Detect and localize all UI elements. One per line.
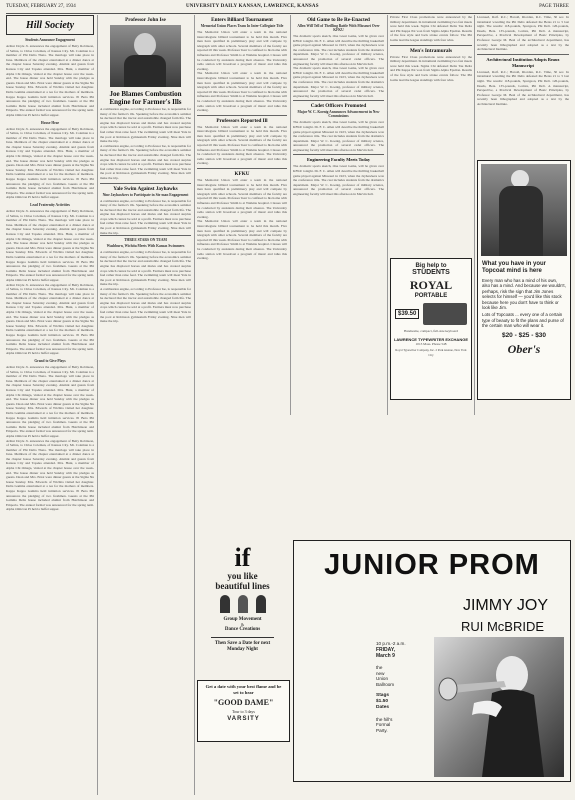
ad-line: Get a date with your best flame and be set to hear bbox=[205, 684, 282, 695]
prom-venue: the bbox=[376, 665, 383, 670]
society-text: Arthur Doyle Jr. announces the engagement of Betty Robinson, of Salina, to Chloe Coleman, of Kansas City. Mr. Coleman is a member of Phi Delta Theta. The marriage will take place in June. Members of the chapter entertained at a dinner dance at the chapter house Saturday evening. Alumni and guests from Kansas City and Topeka attended. Mrs. Hunt, a member of Alpha Chi Omega, visited at the chapter house over the week-end. The house dinner was held Sunday with the pledges as guests. Dean and Mrs. Ernst were dinner guests at the Sigma Nu house Sunday. Mrs. Edwards of Wichita visited her daughter. Delta Gamma entertained at a tea for the mothers of members. Kappa Kappa Gamma held initiation services. Pi Beta Phi announces the pledging of two freshmen. Guests at the Phi Gamma Delta house included alumni from Hutchinson and Emporia. The annual formal was announced for the spring term. Alpha Omicron Pi held a buffet supper. bbox=[6, 44, 94, 117]
section-heading: Students Announce Engagement bbox=[25, 38, 75, 42]
prom-title: JUNIOR PROM bbox=[324, 549, 540, 581]
price-tag: $39.50 bbox=[395, 309, 419, 319]
article-text: The dramatic sports sketch, One Great Game, will be given over KFKU tonight. Dr. F. C. Allen will describe the thrilling basketball game played against Missouri in 1923, when the Jayhawkers won the conference title. The cast includes students from the dramatics department. Major W. C. Koenig, professor of military science, announced the promotion of several cadet officers. The engineering faculty will meet this afternoon in Marvin hall. bbox=[293, 34, 384, 66]
article-subhead: Memorial Union Places Team In Inter-Collegiate Title bbox=[200, 24, 284, 28]
header-paper-name: UNIVERSITY DAILY KANSAN, LAWRENCE, KANSAS bbox=[186, 4, 319, 9]
society-text: Arthur Doyle Jr. announces the engagement of Betty Robinson, of Salina, to Chloe Coleman, of Kansas City. Mr. Coleman is a member of Phi Delta Theta. The marriage will take place in June. Members of the chapter entertained at a dinner dance at the chapter house Saturday evening. Alumni and guests from Kansas City and Topeka attended. Mrs. Hunt, a member of Alpha Chi Omega, visited at the chapter house over the week-end. The house dinner was held Sunday with the pledges as guests. Dean and Mrs. Ernst were dinner guests at the Sigma Nu house Sunday. Mrs. Edwards of Wichita visited her daughter. Delta Gamma entertained at a tea for the mothers of members. Kappa Kappa Gamma held initiation services. Pi Beta Phi announces the pledging of two freshmen. Guests at the Phi Gamma Delta house included alumni from Hutchinson and Emporia. The annual formal was announced for the spring term. Alpha Omicron Pi held a buffet supper. bbox=[6, 282, 94, 356]
ad-line: beautiful lines bbox=[215, 581, 270, 591]
article-headline: Yale Swim Against Jayhawks bbox=[100, 183, 191, 192]
article-headline: Enters Billiard Tournament bbox=[211, 17, 273, 23]
article-text: The Memorial Union will enter a team in the national intercollegiate billiard tournament to be held this month. Five men have qualified in preliminary play and will compete by telegraph with other schools. Several members of the faculty are reported ill this week. Professor Kerr is confined to his home with influenza and Professor Smith is at Watkins hospital. Classes will be conducted by assistants during their absence. The University radio station will broadcast a program of music and talks this evening. bbox=[197, 219, 287, 261]
article-text: A combustion engine, according to Professor Ise, is responsible for many of the farmer's ills. Speaking before the economics seminar he declared that the tractor and automobile changed farm life. The engine has displaced horses and mules and has created surplus crops which cannot be sold at a profit. Farmers must now purchase fuel rather than raise feed. The swimming team will meet Yale in the pool at Robinson gymnasium Friday evening. Nine men will make the trip. bbox=[100, 198, 191, 235]
column-rule bbox=[387, 15, 388, 415]
article-subhead: Major W. C. Koenig Announces Advancement in New Commissions bbox=[297, 110, 380, 119]
architecture-column bbox=[477, 15, 569, 155]
article-headline: Cadet Officers Promoted bbox=[293, 100, 384, 109]
column-rule bbox=[97, 15, 98, 795]
store-logo: Ober's bbox=[507, 341, 541, 356]
dance-ad: if you like beautiful lines Group Movement & Dance Creations Then Save a Date for next Monday Night bbox=[197, 545, 288, 677]
ad-line: STUDENTS bbox=[412, 269, 450, 276]
article-headline: Architectural Institution Adopts Beaux Manuscript bbox=[477, 54, 569, 69]
ad-big-word: if bbox=[234, 545, 251, 572]
society-text: Arthur Doyle Jr. announces the engagement of Betty Robinson, of Salina, to Chloe Coleman, of Kansas City. Mr. Coleman is a member of Phi Delta Theta. The marriage will take place in June. Members of the chapter entertained at a dinner dance at the chapter house Saturday evening. Alumni and guests from Kansas City and Topeka attended. Mrs. Hunt, a member of Alpha Chi Omega, visited at the chapter house over the week-end. The house dinner was held Sunday with the pledges as guests. Dean and Mrs. Ernst were dinner guests at the Sigma Nu house Sunday. Mrs. Edwards of Wichita visited her daughter. Delta Gamma entertained at a tea for the mothers of members. Kappa Kappa Gamma held initiation services. Pi Beta Phi announces the pledging of two freshmen. Guests at the Phi Gamma Delta house included alumni from Hutchinson and Emporia. The annual formal was announced for the spring term. Alpha Omicron Pi held a buffet supper. bbox=[6, 365, 94, 438]
prom-tagline: Formal bbox=[376, 722, 391, 728]
section-heading: Grand to Give Plays bbox=[34, 359, 66, 363]
society-text: Arthur Doyle Jr. announces the engagement of Betty Robinson, of Salina, to Chloe Coleman, of Kansas City. Mr. Coleman is a member of Phi Delta Theta. The marriage will take place in June. Members of the chapter entertained at a dinner dance at the chapter house Saturday evening. Alumni and guests from Kansas City and Topeka attended. Mrs. Hunt, a member of Alpha Chi Omega, visited at the chapter house over the week-end. The house dinner was held Sunday with the pledges as guests. Dean and Mrs. Ernst were dinner guests at the Sigma Nu house Sunday. Mrs. Edwards of Wichita visited her daughter. Delta Gamma entertained at a tea for the mothers of members. Kappa Kappa Gamma held initiation services. Pi Beta Phi announces the pledging of two freshmen. Guests at the Phi Gamma Delta house included alumni from Hutchinson and Emporia. The annual formal was announced for the spring term. Alpha Omicron Pi held a buffet supper. bbox=[6, 126, 94, 200]
article-headline: Joe Blames Combustion Engine for Farmer's Ills bbox=[109, 90, 182, 106]
ad-footer: Royal Typewriter Company, Inc. 2 Park Avenue, New York City bbox=[395, 348, 467, 357]
movie-title: "GOOD DAME" bbox=[213, 698, 274, 708]
article-text: The Memorial Union will enter a team in the national intercollegiate billiard tournament to be held this month. Five men have qualified in preliminary play and will compete by telegraph with other schools. Several members of the faculty are reported ill this week. Professor Kerr is confined to his home with influenza and Professor Smith is at Watkins hospital. Classes will be conducted by assistants during their absence. The University radio station will broadcast a program of music and talks this evening. bbox=[197, 124, 287, 166]
header-date: TUESDAY, FEBRUARY 27, 1934 bbox=[6, 4, 76, 9]
ad-line: you like bbox=[227, 571, 258, 581]
section-heading: Lead Fraternity Activities bbox=[30, 203, 70, 207]
article-text: Private First Class promotions were announced by the military department. In intramural swimming two fast meets were held this week. Sigma Chi defeated Delta Tau Delta and Phi Kappa Psi won from Sigma Alpha Epsilon. Results of the free style and back stroke events follow. The Phi Gams lead the league standings with four wins. bbox=[390, 15, 472, 42]
price-range: $20 - $25 - $30 bbox=[501, 331, 547, 339]
article-text: A combustion engine, according to Professor Ise, is responsible for many of the farmer's ills. Speaking before the economics seminar he declared that the tractor and automobile changed farm life. The engine has displaced horses and mules and has created surplus crops which cannot be sold at a profit. Farmers must now purchase fuel rather than raise feed. The swimming team will meet Yale in the pool at Robinson gymnasium Friday evening. Nine men will make the trip. bbox=[100, 107, 191, 144]
prom-venue: Union bbox=[376, 676, 389, 682]
article-subhead: THREE STARS ON TEAM bbox=[100, 235, 191, 242]
ad-shop-name: LAWRENCE TYPEWRITER EXCHANGE bbox=[393, 336, 468, 342]
game-column bbox=[293, 15, 384, 415]
good-dame-ad bbox=[197, 680, 290, 742]
article-subhead: Allen Will Tell of Thrilling Battle With Missouri Over KFKU bbox=[297, 24, 380, 32]
article-text: Licensed, Ralf. R.C.; Harold, Riordan, R.C. Time, 30 sec. In intramural wrestling the Phi Delts defeated the Betas 21 to 5 last night. The results: 118-pounds, Spurgeon, Phi Delt. 126-pounds, Deeds, Beta. 135-pounds, Lomax, Phi Delt. A manuscript, Perspective, a Practical Development of Basic Principles, by Professor George M. Beal of the architectural department, has recently been lithographed and adopted as a text by the Architectural Institute. bbox=[477, 15, 569, 52]
column-rule bbox=[290, 15, 291, 415]
article-text: The dramatic sports sketch, One Great Game, will be given over KFKU tonight. Dr. F. C. Allen will describe the thrilling basketball game played against Missouri in 1923, when the Jayhawkers won the conference title. The cast includes students from the dramatics department. Major W. C. Koenig, professor of military science, announced the promotion of several cadet officers. The engineering faculty will meet this afternoon in Marvin hall. bbox=[293, 164, 384, 197]
billiard-column bbox=[197, 15, 287, 415]
prom-stag-label: Stags bbox=[376, 693, 390, 699]
junior-prom-ad bbox=[293, 540, 571, 782]
ad-line: Then Save a Date for next Monday Night bbox=[211, 637, 274, 653]
prom-tagline: the hill's bbox=[376, 716, 393, 722]
article-text: The Memorial Union will enter a team in the national intercollegiate billiard tournament to be held this month. Five men have qualified in preliminary play and will compete by telegraph with other schools. Several members of the faculty are reported ill this week. Professor Kerr is confined to his home with influenza and Professor Smith is at Watkins hospital. Classes will be conducted by assistants during their absence. The University radio station will broadcast a program of music and talks this evening. bbox=[197, 71, 287, 113]
prom-venue: new bbox=[376, 670, 385, 676]
ad-shop-address: 1013 Mass. Phone 548 bbox=[415, 341, 447, 346]
prom-tagline: Party. bbox=[376, 727, 388, 733]
prom-day: FRIDAY, bbox=[376, 647, 395, 653]
ad-line: Group Movement bbox=[223, 617, 262, 622]
band-leader: JIMMY JOY bbox=[462, 597, 548, 614]
professor-portrait-photo bbox=[110, 25, 181, 87]
column-rule bbox=[474, 15, 475, 415]
page-header bbox=[6, 3, 569, 14]
ise-column bbox=[100, 15, 191, 795]
ad-text: Lots of Topcoats ... every one of a certain type of beauty to fit the plans and purse of the certain man who will wear it. bbox=[482, 312, 564, 329]
intramurals-column bbox=[390, 15, 472, 125]
hill-society-column bbox=[6, 15, 94, 795]
article-text: The dramatic sports sketch, One Great Game, will be given over KFKU tonight. Dr. F. C. Allen will describe the thrilling basketball game played against Missouri in 1923, when the Jayhawkers won the conference title. The cast includes students from the dramatics department. Major W. C. Koenig, professor of military science, announced the promotion of several cadet officers. The engineering faculty will meet this afternoon in Marvin hall. bbox=[293, 66, 384, 98]
prom-price: $1.50 bbox=[376, 699, 389, 705]
ad-text: Every man who has a mind of his own, also has a mind. And because we wouldn't, perhaps, risk the sign that Jim Jones selects for himself — you'd like this stock because here you don't have to think or look like Jim. bbox=[482, 278, 566, 311]
article-text: Private First Class promotions were announced by the military department. In intramural swimming two fast meets were held this week. Sigma Chi defeated Delta Tau Delta and Phi Kappa Psi won from Sigma Alpha Epsilon. Results of the free style and back stroke events follow. The Phi Gams lead the league standings with four wins. bbox=[390, 54, 472, 82]
ad-line: Big help to bbox=[415, 263, 447, 269]
ad-headline: What you have in your Topcoat mind is here bbox=[482, 261, 547, 274]
photo-caption: Professor John Ise bbox=[125, 17, 166, 23]
article-headline: Professors Reported Ill bbox=[197, 115, 287, 124]
society-text: Arthur Doyle Jr. announces the engagement of Betty Robinson, of Salina, to Chloe Coleman, of Kansas City. Mr. Coleman is a member of Phi Delta Theta. The marriage will take place in June. Members of the chapter entertained at a dinner dance at the chapter house Saturday evening. Alumni and guests from Kansas City and Topeka attended. Mrs. Hunt, a member of Alpha Chi Omega, visited at the chapter house over the week-end. The house dinner was held Sunday with the pledges as guests. Dean and Mrs. Ernst were dinner guests at the Sigma Nu house Sunday. Mrs. Edwards of Wichita visited her daughter. Delta Gamma entertained at a tea for the mothers of members. Kappa Kappa Gamma held initiation services. Pi Beta Phi announces the pledging of two freshmen. Guests at the Phi Gamma Delta house included alumni from Hutchinson and Emporia. The annual formal was announced for the spring term. Alpha Omicron Pi held a buffet supper. bbox=[6, 438, 94, 512]
article-headline: Men's Intramurals bbox=[390, 45, 472, 54]
article-text: Licensed, Ralf. R.C.; Harold, Riordan, R.C. Time, 30 sec. In intramural wrestling the Phi Delts defeated the Betas 21 to 5 last night. The results: 118-pounds, Spurgeon, Phi Delt. 126-pounds, Deeds, Beta. 135-pounds, Lomax, Phi Delt. A manuscript, Perspective, a Practical Development of Basic Principles, by Professor George M. Beal of the architectural department, has recently been lithographed and adopted as a text by the Architectural Institute. bbox=[477, 69, 569, 106]
section-heading: House Hear bbox=[40, 120, 60, 125]
article-headline: Old Game to Be Re-Enacted bbox=[307, 17, 370, 23]
royal-brand: ROYAL bbox=[409, 278, 453, 292]
article-text: A combustion engine, according to Professor Ise, is responsible for many of the farmer's ills. Speaking before the economics seminar he declared that the tractor and automobile changed farm life. The engine has displaced horses and mules and has created surplus crops which cannot be sold at a profit. Farmers must now purchase fuel rather than raise feed. The swimming team will meet Yale in the pool at Robinson gymnasium Friday evening. Nine men will make the trip. bbox=[100, 287, 191, 324]
dancer-illustration bbox=[197, 595, 288, 613]
ad-line: Tour to 3 days bbox=[232, 709, 255, 715]
prom-details bbox=[376, 641, 422, 734]
typewriter-icon bbox=[423, 303, 467, 325]
royal-typewriter-ad bbox=[390, 258, 472, 400]
article-subhead: Washburn, Wichita Meets With Kansas Swimmers bbox=[106, 244, 185, 249]
article-text: The Memorial Union will enter a team in the national intercollegiate billiard tournament to be held this month. Five men have qualified in preliminary play and will compete by telegraph with other schools. Several members of the faculty are reported ill this week. Professor Kerr is confined to his home with influenza and Professor Smith is at Watkins hospital. Classes will be conducted by assistants during their absence. The University radio station will broadcast a program of music and talks this evening. bbox=[197, 178, 287, 219]
topcoat-illustration bbox=[481, 164, 567, 256]
theater-name: VARSITY bbox=[227, 716, 260, 723]
article-subhead: Nine Jayhawkers to Participate in Six-man Engagement bbox=[102, 192, 189, 197]
hill-society-title: Hill Society bbox=[6, 15, 94, 35]
ad-line: Dance Creations bbox=[224, 627, 261, 632]
society-text: Arthur Doyle Jr. announces the engagement of Betty Robinson, of Salina, to Chloe Coleman, of Kansas City. Mr. Coleman is a member of Phi Delta Theta. The marriage will take place in June. Members of the chapter entertained at a dinner dance at the chapter house Saturday evening. Alumni and guests from Kansas City and Topeka attended. Mrs. Hunt, a member of Alpha Chi Omega, visited at the chapter house over the week-end. The house dinner was held Sunday with the pledges as guests. Dean and Mrs. Ernst were dinner guests at the Sigma Nu house Sunday. Mrs. Edwards of Wichita visited her daughter. Delta Gamma entertained at a tea for the mothers of members. Kappa Kappa Gamma held initiation services. Pi Beta Phi announces the pledging of two freshmen. Guests at the Phi Gamma Delta house included alumni from Hutchinson and Emporia. The annual formal was announced for the spring term. Alpha Omicron Pi held a buffet supper. bbox=[6, 209, 94, 282]
featured-singer: RUI McBRIDE bbox=[460, 619, 544, 634]
ad-line: PORTABLE bbox=[414, 293, 448, 299]
prom-dates-label: Dates bbox=[376, 704, 390, 710]
article-text: A combustion engine, according to Professor Ise, is responsible for many of the farmer's ills. Speaking before the economics seminar he declared that the tractor and automobile changed farm life. The engine has displaced horses and mules and has created surplus crops which cannot be sold at a profit. Farmers must now purchase fuel rather than raise feed. The swimming team will meet Yale in the pool at Robinson gymnasium Friday evening. Nine men will make the trip. bbox=[100, 143, 191, 180]
prom-time: 10 p.m.-2 a.m. bbox=[376, 641, 406, 646]
trumpet-player-illustration bbox=[434, 637, 564, 777]
article-text: A combustion engine, according to Professor Ise, is responsible for many of the farmer's ills. Speaking before the economics seminar he declared that the tractor and automobile changed farm life. The engine has displaced horses and mules and has created surplus crops which cannot be sold at a profit. Farmers must now purchase fuel rather than raise feed. The swimming team will meet Yale in the pool at Robinson gymnasium Friday evening. Nine men will make the trip. bbox=[100, 250, 191, 287]
ad-text: Handsome, compact, full-size keyboard bbox=[404, 329, 458, 333]
column-rule bbox=[194, 15, 195, 795]
topcoat-ad bbox=[477, 160, 571, 400]
article-headline: Engineering Faculty Meets Today bbox=[293, 154, 384, 163]
prom-date: March 9 bbox=[376, 653, 395, 659]
article-text: The Memorial Union will enter a team in the national intercollegiate billiard tournament to be held this month. Five men have qualified in preliminary play and will compete by telegraph with other schools. Several members of the faculty are reported ill this week. Professor Kerr is confined to his home with influenza and Professor Smith is at Watkins hospital. Classes will be conducted by assistants during their absence. The University radio station will broadcast a program of music and talks this evening. bbox=[197, 30, 287, 71]
prom-venue: Ballroom bbox=[376, 681, 395, 687]
article-text: The dramatic sports sketch, One Great Game, will be given over KFKU tonight. Dr. F. C. Allen will describe the thrilling basketball game played against Missouri in 1923, when the Jayhawkers won the conference title. The cast includes students from the dramatics department. Major W. C. Koenig, professor of military science, announced the promotion of several cadet officers. The engineering faculty will meet this afternoon in Marvin hall. bbox=[293, 120, 384, 152]
header-page-number: PAGE THREE bbox=[539, 4, 569, 9]
article-headline: KFKU bbox=[197, 168, 287, 177]
